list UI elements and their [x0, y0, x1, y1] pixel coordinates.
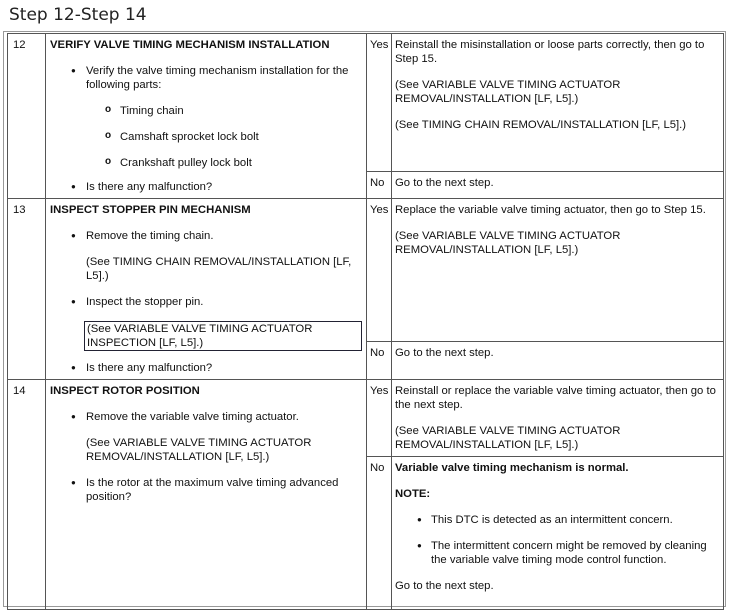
note-item: ● This DTC is detected as an intermittent concern. [395, 513, 720, 527]
diagnostic-steps-table [7, 33, 724, 610]
step-question: ● Is there any malfunction? [50, 180, 362, 194]
reference-link[interactable]: (See VARIABLE VALVE TIMING ACTUATOR REMOVAL/INSTALLATION [LF, L5].) [395, 79, 621, 105]
step-description [46, 34, 367, 199]
step-bullet: ● Remove the timing chain. [50, 229, 362, 243]
part-item: o Camshaft sprocket lock bolt [50, 130, 362, 144]
step-title: VERIFY VALVE TIMING MECHANISM INSTALLATION [50, 39, 330, 51]
no-action: Go to the next step. [392, 171, 724, 198]
yes-label: Yes [367, 34, 392, 172]
part-item: o Crankshaft pulley lock bolt [50, 156, 362, 170]
reference-link[interactable]: (See VARIABLE VALVE TIMING ACTUATOR REMOVAL/INSTALLATION [LF, L5].) [395, 425, 621, 451]
reference-link[interactable]: (See TIMING CHAIN REMOVAL/INSTALLATION [LF, L5].) [86, 256, 352, 282]
yes-label: Yes [367, 380, 392, 457]
yes-label: Yes [367, 199, 392, 342]
yes-action [392, 34, 724, 172]
yes-action [392, 199, 724, 342]
action-text: Reinstall the misinstallation or loose parts correctly, then go to Step 15. [395, 39, 705, 65]
action-text: Replace the variable valve timing actuator, then go to Step 15. [395, 204, 706, 216]
reference-link[interactable]: (See TIMING CHAIN REMOVAL/INSTALLATION [LF, L5].) [395, 119, 687, 131]
no-label: No [367, 342, 392, 380]
no-action: Go to the next step. [392, 342, 724, 380]
step-number: 12 [8, 34, 46, 199]
step-description [46, 199, 367, 380]
step-bullet: ● Verify the valve timing mechanism installation for the following parts: [50, 64, 362, 92]
action-text: Go to the next step. [395, 580, 494, 592]
result-text: Variable valve timing mechanism is normal. [395, 462, 629, 474]
step-title: INSPECT ROTOR POSITION [50, 385, 200, 397]
note-item: ● The intermittent concern might be removed by cleaning the variable valve timing mode control function. [395, 539, 720, 567]
step-number: 14 [8, 380, 46, 610]
step-number: 13 [8, 199, 46, 380]
step-title: INSPECT STOPPER PIN MECHANISM [50, 204, 251, 216]
step-bullet: ● Inspect the stopper pin. [50, 295, 362, 309]
step-12-yes-row [8, 34, 724, 172]
step-description [46, 380, 367, 610]
action-text: Reinstall or replace the variable valve timing actuator, then go to the next step. [395, 385, 716, 411]
reference-link[interactable]: (See VARIABLE VALVE TIMING ACTUATOR REMOVAL/INSTALLATION [LF, L5].) [395, 230, 621, 256]
no-label: No [367, 171, 392, 198]
step-question: ● Is there any malfunction? [50, 361, 362, 375]
page-heading: Step 12-Step 14 [9, 5, 147, 25]
reference-link-focused[interactable]: (See VARIABLE VALVE TIMING ACTUATOR INSPECTION [LF, L5].) [84, 321, 362, 351]
step-13-yes-row [8, 199, 724, 342]
reference-link[interactable]: (See VARIABLE VALVE TIMING ACTUATOR REMOVAL/INSTALLATION [LF, L5].) [86, 437, 312, 463]
step-14-yes-row [8, 380, 724, 457]
no-action [392, 457, 724, 610]
yes-action [392, 380, 724, 457]
no-label: No [367, 457, 392, 610]
step-bullet: ● Remove the variable valve timing actuator. [50, 410, 362, 424]
step-question: ● Is the rotor at the maximum valve timing advanced position? [50, 476, 362, 504]
note-label: NOTE: [395, 488, 431, 500]
part-item: o Timing chain [50, 104, 362, 118]
